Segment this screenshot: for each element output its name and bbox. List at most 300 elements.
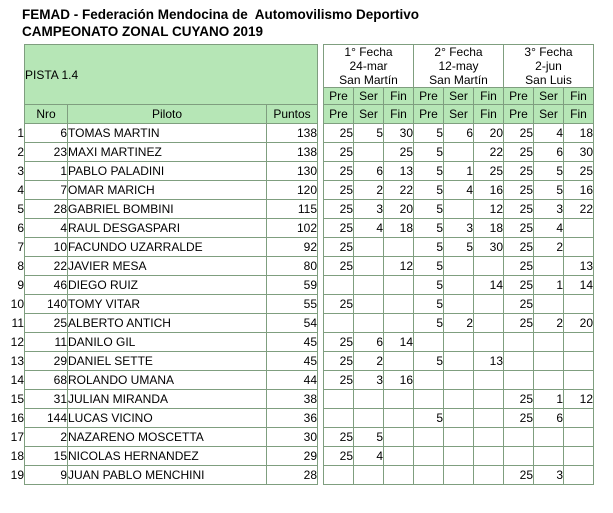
cell-f2-ser (444, 276, 474, 295)
cell-f2-fin (474, 257, 504, 276)
rowno-spacer (8, 88, 25, 105)
f2-ser-header: Ser (444, 88, 474, 105)
cell-f1-pre: 25 (324, 124, 354, 143)
cell-f3-ser (534, 295, 564, 314)
cell-puntos: 29 (267, 447, 318, 466)
cell-f3-ser (534, 371, 564, 390)
corner-spacer (8, 45, 25, 88)
cell-f2-pre: 5 (414, 295, 444, 314)
cell-f2-ser: 1 (444, 162, 474, 181)
table-row (8, 200, 594, 219)
fecha-3-header (504, 45, 594, 88)
cell-piloto: TOMAS MARTIN (68, 124, 267, 143)
fecha-2-header (414, 45, 504, 88)
table-row (8, 466, 594, 485)
cell-f1-fin (384, 409, 414, 428)
f1-ser-header: Ser (354, 88, 384, 105)
cell-puntos: 38 (267, 390, 318, 409)
cell-f1-fin: 18 (384, 219, 414, 238)
cell-f3-pre: 25 (504, 219, 534, 238)
cell-f1-fin: 30 (384, 124, 414, 143)
cell-f3-pre: 25 (504, 276, 534, 295)
cell-f2-pre: 5 (414, 314, 444, 333)
cell-f1-ser: 3 (354, 371, 384, 390)
cell-f2-pre: 5 (414, 352, 444, 371)
cell-f3-pre (504, 447, 534, 466)
cell-f3-pre: 25 (504, 238, 534, 257)
cell-f1-pre (324, 314, 354, 333)
cell-f3-ser (534, 333, 564, 352)
cell-piloto: ROLANDO UMANA (68, 371, 267, 390)
cell-f2-fin: 14 (474, 276, 504, 295)
row-index: 13 (8, 352, 25, 371)
cell-nro: 11 (25, 333, 68, 352)
cell-f2-pre (414, 466, 444, 485)
cell-f3-fin (564, 428, 594, 447)
cell-nro: 4 (25, 219, 68, 238)
cell-f3-pre (504, 371, 534, 390)
cell-f3-ser (534, 428, 564, 447)
cell-f3-pre: 25 (504, 409, 534, 428)
cell-f3-ser: 1 (534, 276, 564, 295)
f2-pre-header: Pre (414, 88, 444, 105)
f1-ser-header-2: Ser (354, 105, 384, 124)
cell-f3-ser: 6 (534, 143, 564, 162)
cell-f2-pre: 5 (414, 162, 444, 181)
cell-f3-ser: 3 (534, 466, 564, 485)
table-row (8, 333, 594, 352)
cell-f2-fin: 20 (474, 124, 504, 143)
fecha-3-date: 2-jun (535, 59, 562, 73)
cell-f2-fin (474, 333, 504, 352)
cell-puntos: 55 (267, 295, 318, 314)
cell-f1-fin (384, 390, 414, 409)
cell-f1-fin: 22 (384, 181, 414, 200)
cell-f1-fin: 16 (384, 371, 414, 390)
cell-f1-ser (354, 257, 384, 276)
cell-f1-pre: 25 (324, 352, 354, 371)
cell-puntos: 59 (267, 276, 318, 295)
cell-f3-fin: 30 (564, 143, 594, 162)
f3-ser-header: Ser (534, 88, 564, 105)
cell-nro: 22 (25, 257, 68, 276)
cell-f3-fin: 20 (564, 314, 594, 333)
cell-f2-pre: 5 (414, 257, 444, 276)
cell-f1-fin: 12 (384, 257, 414, 276)
table-row (8, 409, 594, 428)
row-index: 8 (8, 257, 25, 276)
cell-f3-pre: 25 (504, 124, 534, 143)
cell-puntos: 28 (267, 466, 318, 485)
cell-f2-ser: 5 (444, 238, 474, 257)
cell-f1-ser: 5 (354, 124, 384, 143)
cell-f2-fin: 22 (474, 143, 504, 162)
cell-f3-pre: 25 (504, 390, 534, 409)
cell-f2-pre (414, 333, 444, 352)
cell-f3-ser: 5 (534, 181, 564, 200)
row-index: 11 (8, 314, 25, 333)
cell-f3-pre: 25 (504, 200, 534, 219)
cell-puntos: 138 (267, 124, 318, 143)
f1-fin-header-2: Fin (384, 105, 414, 124)
cell-f2-fin (474, 428, 504, 447)
f3-pre-header-2: Pre (504, 105, 534, 124)
fecha-1-date: 24-mar (349, 59, 388, 73)
cell-f3-fin: 18 (564, 124, 594, 143)
cell-f3-ser: 6 (534, 409, 564, 428)
table-row (8, 219, 594, 238)
f3-fin-header: Fin (564, 88, 594, 105)
cell-f3-fin: 22 (564, 200, 594, 219)
cell-f3-fin: 13 (564, 257, 594, 276)
cell-f2-fin (474, 409, 504, 428)
cell-puntos: 115 (267, 200, 318, 219)
cell-f2-pre: 5 (414, 181, 444, 200)
cell-f2-ser: 4 (444, 181, 474, 200)
table-row (8, 390, 594, 409)
cell-nro: 140 (25, 295, 68, 314)
cell-f2-fin (474, 447, 504, 466)
cell-f2-ser (444, 371, 474, 390)
cell-nro: 46 (25, 276, 68, 295)
cell-puntos: 92 (267, 238, 318, 257)
cell-f1-pre: 25 (324, 333, 354, 352)
cell-f1-ser (354, 466, 384, 485)
cell-f1-ser: 4 (354, 447, 384, 466)
row-index: 7 (8, 238, 25, 257)
row-index: 9 (8, 276, 25, 295)
cell-f1-pre: 25 (324, 371, 354, 390)
cell-f2-pre: 5 (414, 200, 444, 219)
cell-f1-pre: 25 (324, 200, 354, 219)
table-row (8, 447, 594, 466)
row-index: 4 (8, 181, 25, 200)
cell-piloto: TOMY VITAR (68, 295, 267, 314)
cell-f1-pre (324, 409, 354, 428)
cell-f1-ser (354, 314, 384, 333)
cell-f2-fin (474, 466, 504, 485)
fecha-header-row (8, 45, 594, 88)
cell-f3-pre: 25 (504, 295, 534, 314)
row-index: 12 (8, 333, 25, 352)
cell-f1-pre (324, 390, 354, 409)
cell-f2-ser (444, 447, 474, 466)
f3-fin-header-2: Fin (564, 105, 594, 124)
cell-piloto: OMAR MARICH (68, 181, 267, 200)
fecha-3-name: 3° Fecha (524, 45, 573, 59)
cell-piloto: LUCAS VICINO (68, 409, 267, 428)
cell-nro: 15 (25, 447, 68, 466)
cell-f2-pre: 5 (414, 124, 444, 143)
cell-f2-ser (444, 333, 474, 352)
cell-nro: 1 (25, 162, 68, 181)
cell-f3-fin (564, 409, 594, 428)
cell-f2-ser (444, 352, 474, 371)
cell-f2-ser (444, 409, 474, 428)
table-row (8, 124, 594, 143)
nro-header: Nro (25, 105, 68, 124)
cell-f2-ser (444, 466, 474, 485)
cell-f3-fin (564, 333, 594, 352)
cell-f1-ser (354, 390, 384, 409)
cell-piloto: GABRIEL BOMBINI (68, 200, 267, 219)
cell-puntos: 44 (267, 371, 318, 390)
f1-fin-header: Fin (384, 88, 414, 105)
cell-f2-fin: 16 (474, 181, 504, 200)
row-index: 18 (8, 447, 25, 466)
puntos-header: Puntos (267, 105, 318, 124)
table-row (8, 181, 594, 200)
cell-f1-fin (384, 295, 414, 314)
row-index: 16 (8, 409, 25, 428)
cell-nro: 28 (25, 200, 68, 219)
cell-nro: 31 (25, 390, 68, 409)
cell-f2-pre (414, 447, 444, 466)
cell-f1-pre: 25 (324, 447, 354, 466)
table-row (8, 162, 594, 181)
row-index: 19 (8, 466, 25, 485)
table-row (8, 295, 594, 314)
cell-f1-ser (354, 143, 384, 162)
table-row (8, 257, 594, 276)
fecha-3-place: San Luis (525, 73, 572, 87)
document-title-block (0, 0, 613, 42)
cell-f1-pre (324, 466, 354, 485)
cell-f1-ser: 4 (354, 219, 384, 238)
cell-f2-fin (474, 314, 504, 333)
cell-puntos: 30 (267, 428, 318, 447)
f2-pre-header-2: Pre (414, 105, 444, 124)
cell-f2-fin (474, 371, 504, 390)
row-index: 6 (8, 219, 25, 238)
cell-f3-pre: 25 (504, 143, 534, 162)
cell-nro: 7 (25, 181, 68, 200)
cell-nro: 2 (25, 428, 68, 447)
row-index: 2 (8, 143, 25, 162)
cell-f1-ser: 2 (354, 352, 384, 371)
row-index: 5 (8, 200, 25, 219)
cell-f2-ser (444, 200, 474, 219)
cell-f2-ser (444, 390, 474, 409)
fecha-1-header (324, 45, 414, 88)
championship-title: CAMPEONATO ZONAL CUYANO 2019 (22, 24, 264, 39)
cell-f1-ser: 3 (354, 200, 384, 219)
cell-f3-pre: 25 (504, 314, 534, 333)
cell-piloto: JULIAN MIRANDA (68, 390, 267, 409)
table-row (8, 276, 594, 295)
cell-f2-fin: 18 (474, 219, 504, 238)
cell-f3-ser: 1 (534, 390, 564, 409)
row-index: 3 (8, 162, 25, 181)
cell-f2-fin: 13 (474, 352, 504, 371)
cell-f1-fin: 20 (384, 200, 414, 219)
cell-nro: 68 (25, 371, 68, 390)
standings-table (8, 44, 594, 485)
cell-f3-fin (564, 238, 594, 257)
cell-nro: 23 (25, 143, 68, 162)
cell-f2-ser: 2 (444, 314, 474, 333)
cell-f1-pre: 25 (324, 219, 354, 238)
cell-f1-fin (384, 276, 414, 295)
cell-f2-pre (414, 428, 444, 447)
f2-fin-header-2: Fin (474, 105, 504, 124)
cell-puntos: 102 (267, 219, 318, 238)
cell-piloto: DANIEL SETTE (68, 352, 267, 371)
f1-pre-header: Pre (324, 88, 354, 105)
cell-piloto: ALBERTO ANTICH (68, 314, 267, 333)
cell-puntos: 130 (267, 162, 318, 181)
cell-f1-fin: 14 (384, 333, 414, 352)
row-index: 10 (8, 295, 25, 314)
cell-f3-ser (534, 257, 564, 276)
cell-f2-ser (444, 295, 474, 314)
cell-f1-fin (384, 428, 414, 447)
cell-f1-fin (384, 238, 414, 257)
table-row (8, 238, 594, 257)
cell-f1-ser (354, 409, 384, 428)
cell-puntos: 120 (267, 181, 318, 200)
cell-f2-pre (414, 390, 444, 409)
cell-puntos: 36 (267, 409, 318, 428)
cell-nro: 10 (25, 238, 68, 257)
table-row (8, 371, 594, 390)
cell-puntos: 80 (267, 257, 318, 276)
cell-nro: 25 (25, 314, 68, 333)
cell-piloto: PABLO PALADINI (68, 162, 267, 181)
table-row (8, 314, 594, 333)
cell-f1-fin (384, 447, 414, 466)
cell-f1-ser (354, 238, 384, 257)
cell-f3-pre: 25 (504, 257, 534, 276)
cell-f3-ser: 2 (534, 238, 564, 257)
cell-f3-pre (504, 333, 534, 352)
cell-nro: 29 (25, 352, 68, 371)
piloto-header: Piloto (68, 105, 267, 124)
f1-pre-header-2: Pre (324, 105, 354, 124)
cell-f3-fin (564, 447, 594, 466)
cell-f3-fin (564, 371, 594, 390)
cell-piloto: JUAN PABLO MENCHINI (68, 466, 267, 485)
cell-f3-fin: 14 (564, 276, 594, 295)
cell-f1-pre: 25 (324, 238, 354, 257)
cell-nro: 6 (25, 124, 68, 143)
cell-f3-fin: 25 (564, 162, 594, 181)
cell-f1-ser (354, 276, 384, 295)
cell-f2-fin (474, 295, 504, 314)
table-row (8, 352, 594, 371)
cell-f1-pre: 25 (324, 428, 354, 447)
cell-f2-pre: 5 (414, 219, 444, 238)
f3-ser-header-2: Ser (534, 105, 564, 124)
cell-f3-ser: 3 (534, 200, 564, 219)
fecha-2-place: San Martín (429, 73, 488, 87)
cell-f2-fin: 25 (474, 162, 504, 181)
table-row (8, 143, 594, 162)
cell-f3-fin (564, 219, 594, 238)
cell-f1-pre: 25 (324, 143, 354, 162)
cell-f1-pre: 25 (324, 162, 354, 181)
cell-f1-pre (324, 276, 354, 295)
f2-ser-header-2: Ser (444, 105, 474, 124)
cell-f3-pre: 25 (504, 181, 534, 200)
cell-f2-fin: 12 (474, 200, 504, 219)
cell-f3-fin (564, 295, 594, 314)
cell-f3-ser: 2 (534, 314, 564, 333)
cell-f3-fin: 12 (564, 390, 594, 409)
cell-f1-pre: 25 (324, 257, 354, 276)
cell-f1-fin: 13 (384, 162, 414, 181)
standings-body (8, 124, 594, 485)
row-index: 17 (8, 428, 25, 447)
f2-fin-header: Fin (474, 88, 504, 105)
cell-f3-pre (504, 352, 534, 371)
federation-title: FEMAD - Federación Mendocina de Automovilismo Deportivo (22, 7, 420, 22)
cell-f1-ser: 2 (354, 181, 384, 200)
fecha-2-date: 12-may (438, 59, 479, 73)
cell-f2-ser: 3 (444, 219, 474, 238)
cell-piloto: RAUL DESGASPARI (68, 219, 267, 238)
cell-f1-fin (384, 314, 414, 333)
cell-f3-fin (564, 352, 594, 371)
cell-f1-fin: 25 (384, 143, 414, 162)
f3-pre-header: Pre (504, 88, 534, 105)
cell-f2-pre: 5 (414, 409, 444, 428)
cell-f3-ser: 5 (534, 162, 564, 181)
row-index: 14 (8, 371, 25, 390)
cell-puntos: 138 (267, 143, 318, 162)
cell-f2-ser (444, 143, 474, 162)
section-label: PISTA 1.4 (25, 45, 318, 105)
cell-f2-pre: 5 (414, 238, 444, 257)
cell-f2-pre: 5 (414, 143, 444, 162)
cell-nro: 144 (25, 409, 68, 428)
cell-f3-ser: 4 (534, 219, 564, 238)
cell-puntos: 45 (267, 352, 318, 371)
table-row (8, 428, 594, 447)
cell-f3-pre: 25 (504, 466, 534, 485)
cell-piloto: MAXI MARTINEZ (68, 143, 267, 162)
fecha-2-name: 2° Fecha (434, 45, 483, 59)
rowno-spacer (8, 105, 25, 124)
cell-f2-ser (444, 428, 474, 447)
cell-puntos: 45 (267, 333, 318, 352)
cell-f3-pre: 25 (504, 162, 534, 181)
cell-f1-pre: 25 (324, 295, 354, 314)
cell-f3-ser (534, 352, 564, 371)
cell-f2-pre: 5 (414, 276, 444, 295)
cell-f2-ser (444, 257, 474, 276)
row-index: 15 (8, 390, 25, 409)
column-header-row (8, 105, 594, 124)
cell-f2-ser: 6 (444, 124, 474, 143)
cell-piloto: DANILO GIL (68, 333, 267, 352)
cell-f1-pre: 25 (324, 181, 354, 200)
cell-f2-fin: 30 (474, 238, 504, 257)
cell-f3-fin (564, 466, 594, 485)
cell-f1-fin (384, 352, 414, 371)
cell-puntos: 54 (267, 314, 318, 333)
cell-piloto: DIEGO RUIZ (68, 276, 267, 295)
cell-f1-ser: 6 (354, 162, 384, 181)
cell-piloto: NAZARENO MOSCETTA (68, 428, 267, 447)
fecha-1-name: 1° Fecha (344, 45, 393, 59)
cell-f3-ser (534, 447, 564, 466)
cell-f3-pre (504, 428, 534, 447)
cell-f1-ser: 6 (354, 333, 384, 352)
cell-piloto: JAVIER MESA (68, 257, 267, 276)
cell-piloto: NICOLAS HERNANDEZ (68, 447, 267, 466)
fecha-1-place: San Martín (339, 73, 398, 87)
